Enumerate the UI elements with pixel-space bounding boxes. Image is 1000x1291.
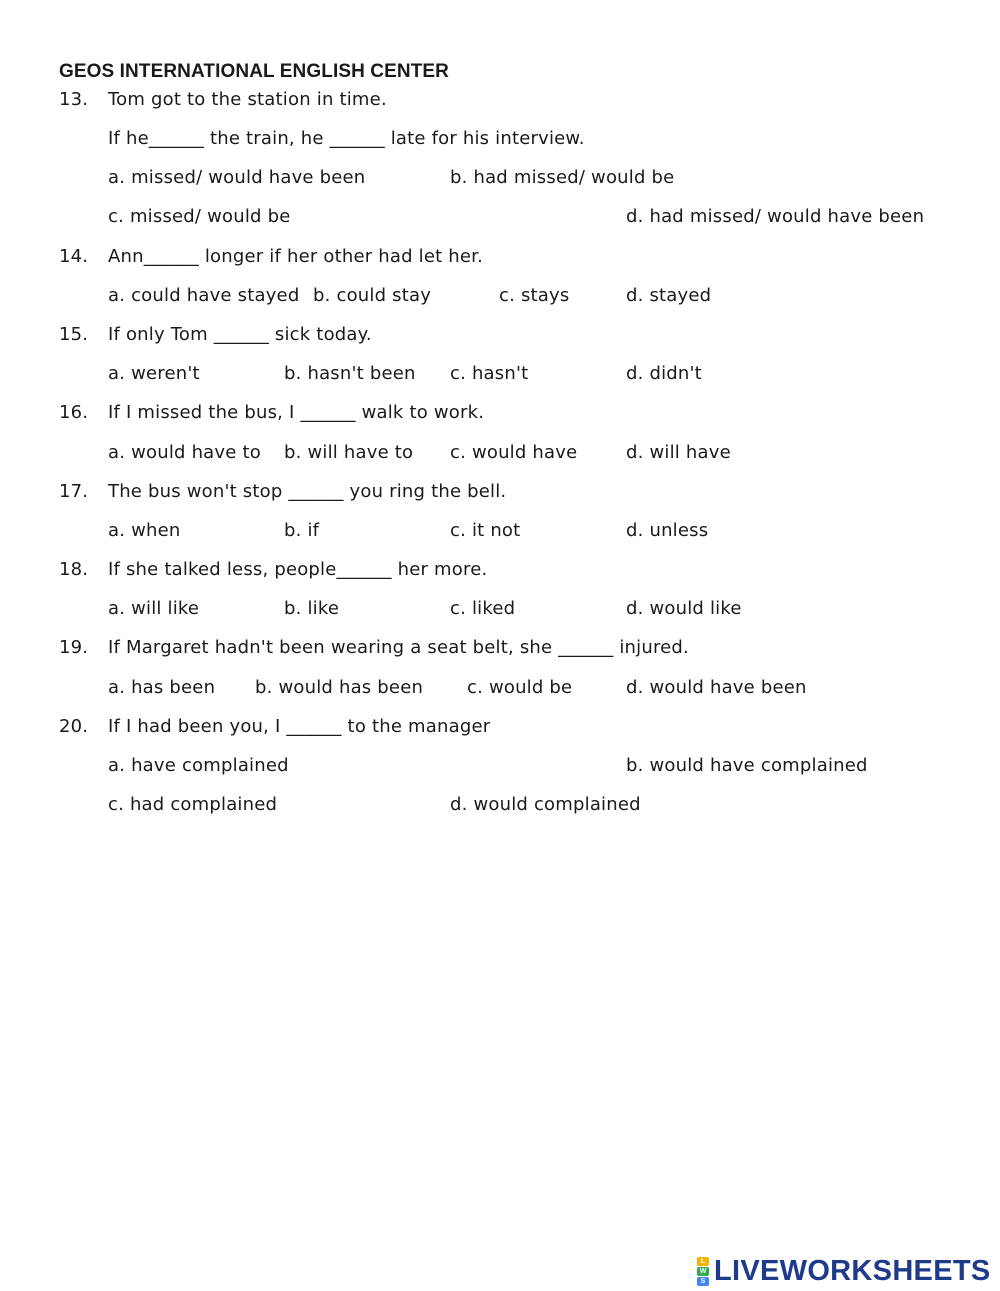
question-number: 16. (59, 402, 89, 423)
option-d[interactable]: d. would like (626, 598, 742, 619)
option-b[interactable]: b. like (284, 598, 340, 619)
option-b[interactable]: b. will have to (284, 442, 414, 463)
question-number: 20. (59, 716, 89, 737)
option-c[interactable]: c. missed/ would be (108, 206, 291, 227)
option-b[interactable]: b. hasn't been (284, 363, 416, 384)
question-stem-2: If he______ the train, he ______ late for his interview. (108, 128, 585, 149)
question-stem: If I missed the bus, I ______ walk to work. (108, 402, 485, 423)
question-number: 18. (59, 559, 89, 580)
option-b[interactable]: b. would has been (255, 677, 424, 698)
option-c[interactable]: c. stays (499, 285, 570, 306)
liveworksheets-logo (697, 1255, 991, 1288)
question-stem: The bus won't stop ______ you ring the bell. (108, 481, 507, 502)
question-stem: Ann______ longer if her other had let her. (108, 246, 484, 267)
option-c[interactable]: c. would have (450, 442, 578, 463)
option-b[interactable]: b. if (284, 520, 320, 541)
question-stem: If Margaret hadn't been wearing a seat belt, she ______ injured. (108, 637, 689, 658)
logo-mark-s: S (697, 1277, 709, 1286)
question-stem: If only Tom ______ sick today. (108, 324, 372, 345)
question-number: 19. (59, 637, 89, 658)
option-a[interactable]: a. would have to (108, 442, 261, 463)
question-number: 17. (59, 481, 89, 502)
logo-icon (697, 1257, 709, 1286)
question-number: 15. (59, 324, 89, 345)
option-a[interactable]: a. will like (108, 598, 200, 619)
option-c[interactable]: c. would be (467, 677, 573, 698)
question-stem: If I had been you, I ______ to the manager (108, 716, 491, 737)
option-d[interactable]: d. will have (626, 442, 731, 463)
logo-mark-w: W (697, 1267, 709, 1276)
option-a[interactable]: a. missed/ would have been (108, 167, 366, 188)
option-d[interactable]: d. would complained (450, 794, 641, 815)
option-d[interactable]: d. would have been (626, 677, 807, 698)
option-c[interactable]: c. liked (450, 598, 516, 619)
question-stem: If she talked less, people______ her more. (108, 559, 488, 580)
option-b[interactable]: b. could stay (313, 285, 432, 306)
page-title: GEOS INTERNATIONAL ENGLISH CENTER (59, 61, 450, 82)
option-d[interactable]: d. unless (626, 520, 709, 541)
option-a[interactable]: a. have complained (108, 755, 289, 776)
option-a[interactable]: a. weren't (108, 363, 200, 384)
option-b[interactable]: b. would have complained (626, 755, 868, 776)
option-c[interactable]: c. hasn't (450, 363, 529, 384)
option-d[interactable]: d. had missed/ would have been (626, 206, 925, 227)
logo-text: LIVEWORKSHEETS (714, 1255, 991, 1287)
option-c[interactable]: c. had complained (108, 794, 278, 815)
question-stem: Tom got to the station in time. (108, 89, 387, 110)
logo-mark-l: L (697, 1257, 709, 1266)
option-a[interactable]: a. when (108, 520, 181, 541)
option-a[interactable]: a. has been (108, 677, 216, 698)
option-b[interactable]: b. had missed/ would be (450, 167, 675, 188)
option-c[interactable]: c. it not (450, 520, 521, 541)
option-d[interactable]: d. stayed (626, 285, 712, 306)
question-number: 13. (59, 89, 89, 110)
question-number: 14. (59, 246, 89, 267)
option-a[interactable]: a. could have stayed (108, 285, 300, 306)
option-d[interactable]: d. didn't (626, 363, 702, 384)
